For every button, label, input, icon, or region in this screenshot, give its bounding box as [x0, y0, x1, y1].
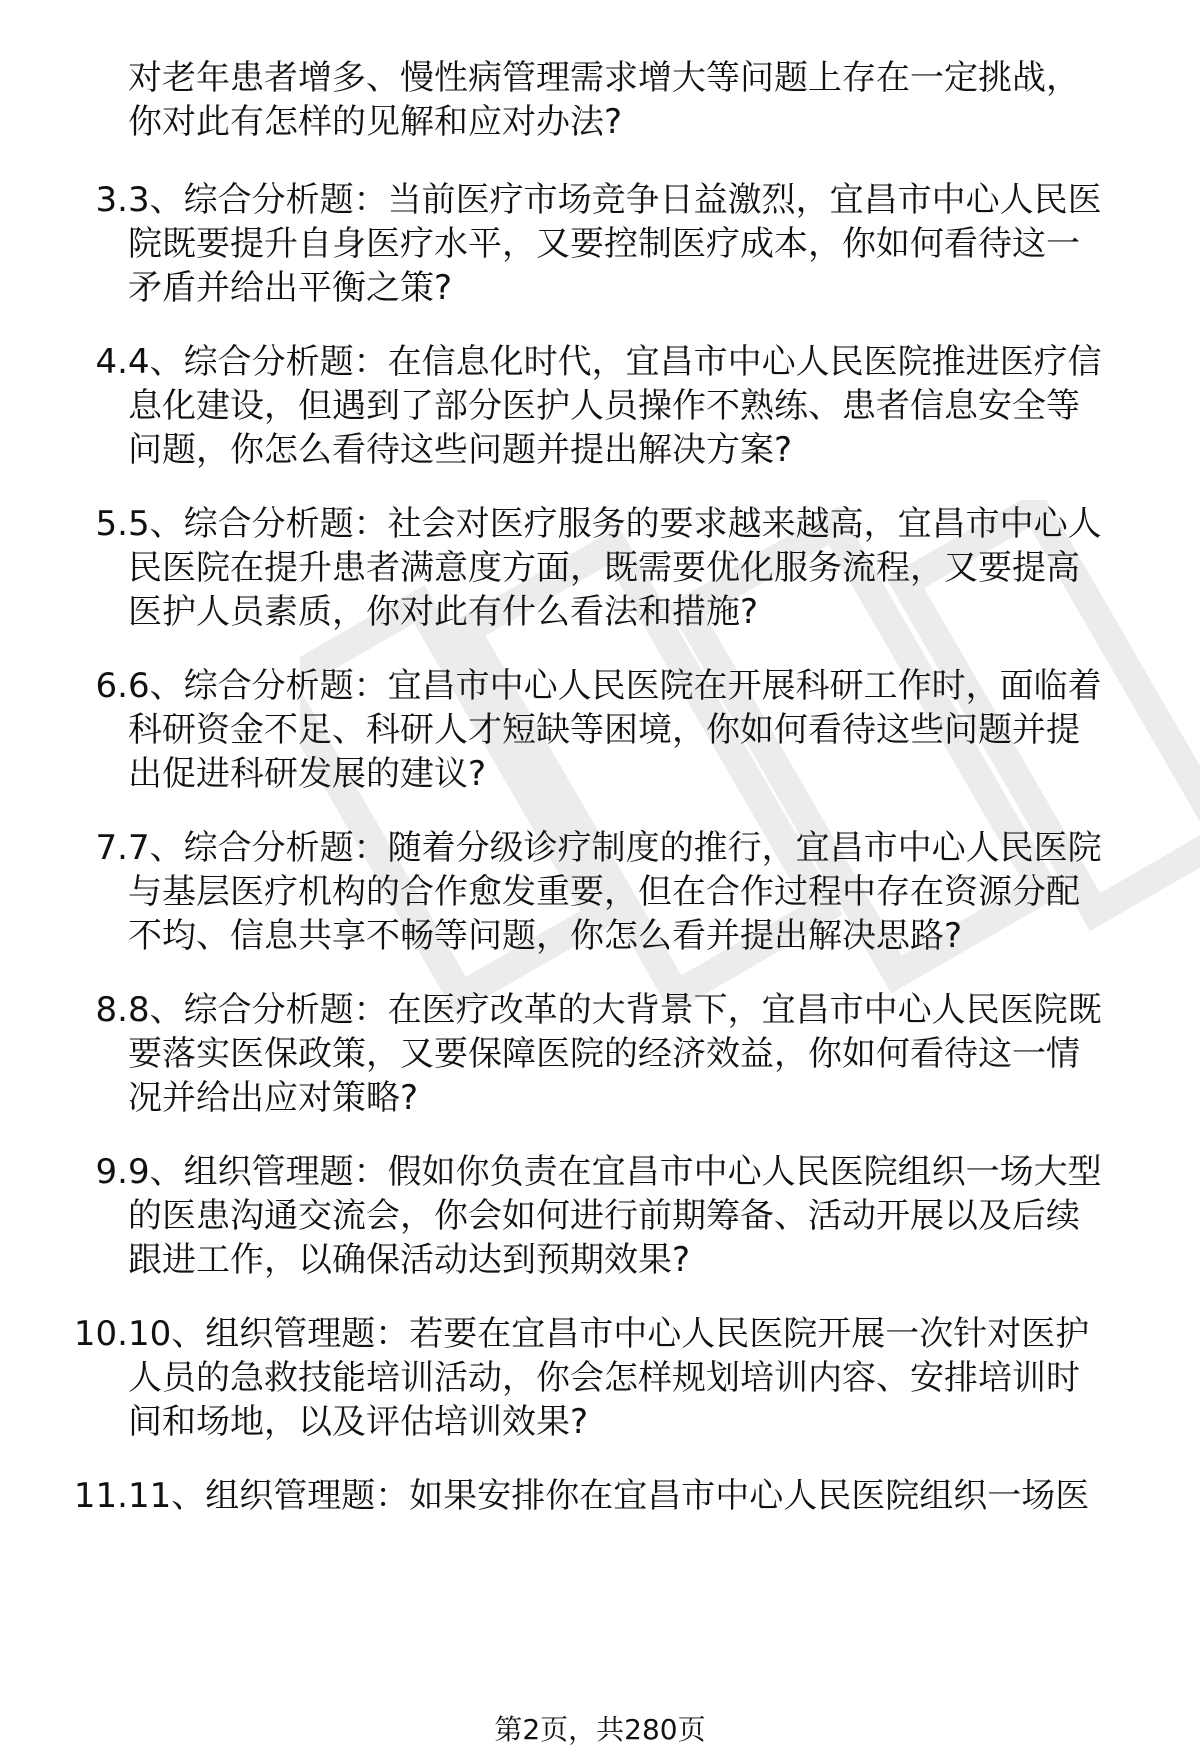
list-number: 5.	[95, 504, 128, 544]
list-number: 4.	[95, 342, 128, 382]
continued-text-line: 对老年患者增多、慢性病管理需求增大等问题上存在一定挑战，	[128, 58, 1080, 98]
text-line: 要落实医保政策，又要保障医院的经济效益，你如何看待这一情	[128, 1034, 1080, 1074]
question-text	[128, 1312, 1168, 1444]
text-line: 息化建设，但遇到了部分医护人员操作不熟练、患者信息安全等	[128, 386, 1080, 426]
text-line: 矛盾并给出平衡之策?	[128, 268, 453, 308]
text-line: 况并给出应对策略?	[128, 1078, 419, 1118]
continued-text-line: 你对此有怎样的见解和应对办法?	[128, 102, 623, 142]
text-line: 民医院在提升患者满意度方面，既需要优化服务流程，又要提高	[128, 548, 1080, 588]
text-line: 3、综合分析题：当前医疗市场竞争日益激烈，宜昌市中心人民医	[128, 180, 1102, 220]
list-number: 3.	[95, 180, 128, 220]
text-line: 间和场地，以及评估培训效果?	[128, 1402, 589, 1442]
text-line: 9、组织管理题：假如你负责在宜昌市中心人民医院组织一场大型	[128, 1152, 1102, 1192]
text-line: 与基层医疗机构的合作愈发重要，但在合作过程中存在资源分配	[128, 872, 1080, 912]
text-line: 5、综合分析题：社会对医疗服务的要求越来越高，宜昌市中心人	[128, 504, 1102, 544]
text-line: 出促进科研发展的建议?	[128, 754, 487, 794]
text-line: 不均、信息共享不畅等问题，你怎么看并提出解决思路?	[128, 916, 963, 956]
text-line: 医护人员素质，你对此有什么看法和措施?	[128, 592, 759, 632]
question-text	[128, 1150, 1168, 1282]
text-line: 人员的急救技能培训活动，你会怎样规划培训内容、安排培训时	[128, 1358, 1080, 1398]
text-line: 11、组织管理题：如果安排你在宜昌市中心人民医院组织一场医	[128, 1476, 1090, 1516]
page-footer: 第2页，共280页	[494, 1713, 706, 1746]
text-line: 问题，你怎么看待这些问题并提出解决方案?	[128, 430, 793, 470]
text-line: 跟进工作，以确保活动达到预期效果?	[128, 1240, 691, 1280]
list-number: 10.	[73, 1314, 128, 1354]
text-line: 科研资金不足、科研人才短缺等困境，你如何看待这些问题并提	[128, 710, 1080, 750]
text-line: 6、综合分析题：宜昌市中心人民医院在开展科研工作时，面临着	[128, 666, 1102, 706]
list-number: 7.	[95, 828, 128, 868]
text-line: 10、组织管理题：若要在宜昌市中心人民医院开展一次针对医护	[128, 1314, 1090, 1354]
question-text	[128, 340, 1168, 472]
text-line: 的医患沟通交流会，你会如何进行前期筹备、活动开展以及后续	[128, 1196, 1080, 1236]
list-number: 6.	[95, 666, 128, 706]
question-text	[128, 1474, 1168, 1518]
question-text	[128, 664, 1168, 796]
list-number: 9.	[95, 1152, 128, 1192]
text-line: 4、综合分析题：在信息化时代，宜昌市中心人民医院推进医疗信	[128, 342, 1102, 382]
list-number: 11.	[73, 1476, 128, 1516]
text-line: 院既要提升自身医疗水平，又要控制医疗成本，你如何看待这一	[128, 224, 1080, 264]
question-text	[128, 826, 1168, 958]
list-number: 8.	[95, 990, 128, 1030]
text-line: 7、综合分析题：随着分级诊疗制度的推行，宜昌市中心人民医院	[128, 828, 1102, 868]
question-text	[128, 502, 1168, 634]
text-line: 8、综合分析题：在医疗改革的大背景下，宜昌市中心人民医院既	[128, 990, 1102, 1030]
question-text	[128, 988, 1168, 1120]
question-text	[128, 178, 1168, 310]
